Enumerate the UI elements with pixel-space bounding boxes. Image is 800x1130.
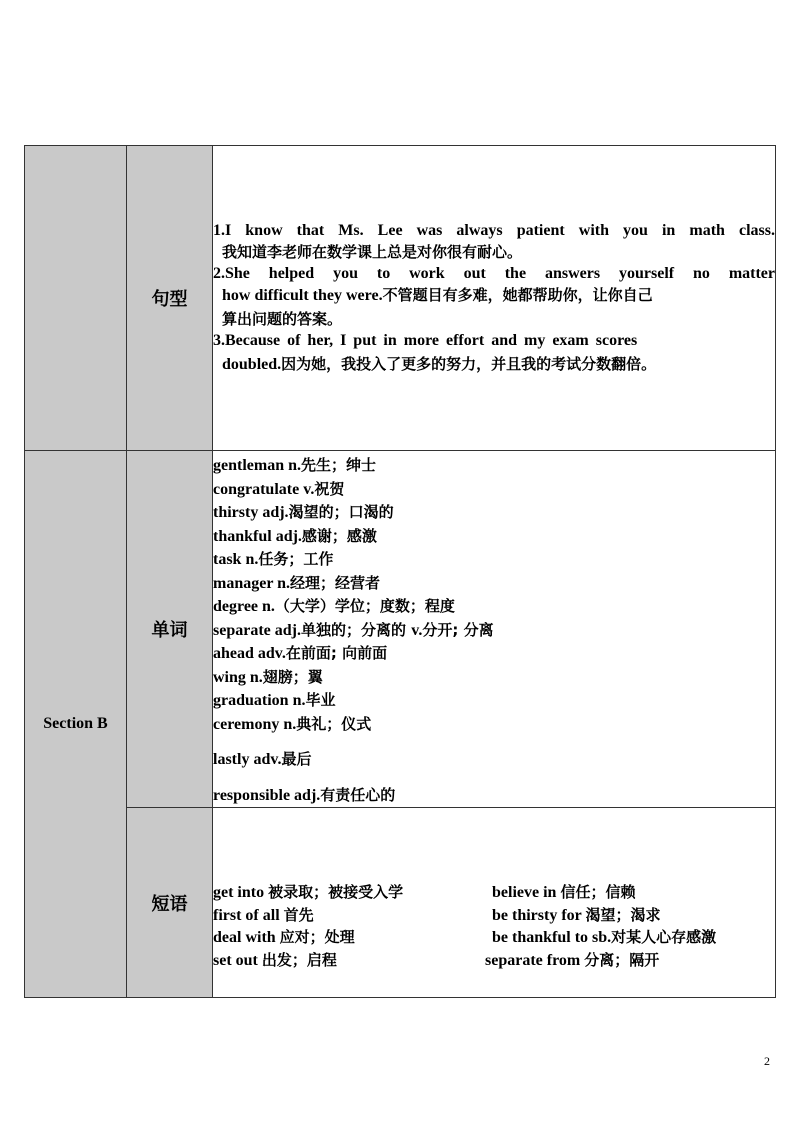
vocab-item: graduation n.毕业 — [213, 691, 336, 709]
phrase-left: get into 被录取；被接受入学 — [213, 883, 404, 901]
vocab-item: degree n.（大学）学位；度数；程度 — [213, 597, 455, 615]
phrase-line — [213, 949, 775, 972]
vocab-item: lastly adv.最后 — [213, 750, 312, 768]
phrase-row — [25, 808, 776, 998]
vocab-item: separate adj.单独的；分离的 v.分开; 分离 — [213, 620, 494, 639]
section-label: Section B — [25, 451, 127, 998]
sentence-1-en: 1.I know that Ms. Lee was always patient with you in math class. — [213, 221, 775, 239]
vocab-spacer — [213, 736, 775, 748]
sentence-1-zh: 我知道李老师在数学课上总是对你很有耐心。 — [222, 242, 523, 261]
vocab-item: wing n.翅膀；翼 — [213, 667, 323, 686]
phrase-line — [213, 881, 775, 904]
vocabulary-content — [213, 451, 776, 808]
sentence-row — [25, 146, 776, 451]
phrase-right: be thirsty for 渴望；渴求 — [492, 905, 661, 924]
vocab-item: ahead adv.在前面; 向前面 — [213, 644, 388, 662]
vocab-item: congratulate v.祝贺 — [213, 479, 345, 498]
content-table — [24, 145, 776, 998]
vocab-item: thirsty adj.渴望的；口渴的 — [213, 503, 394, 521]
sentence-2-line2-en: how difficult they were. — [222, 287, 383, 305]
sentence-2-line2-zh: 不管题目有多难，她都帮助你，让你自己 — [382, 286, 653, 305]
sentence-3-line2-en: doubled. — [222, 355, 282, 373]
sentence-3-line2 — [213, 353, 775, 377]
phrase-right: be thankful to sb.对某人心存感激 — [492, 928, 717, 946]
sentence-3-line1: 3.Because of her, I put in more effort and my exam scores — [213, 332, 638, 350]
vocabulary-row — [25, 451, 776, 808]
phrase-left: set out 出发；启程 — [213, 950, 337, 969]
sentence-3-line2-zh: 因为她，我投入了更多的努力，并且我的考试分数翻倍。 — [281, 354, 657, 373]
vocab-item: task n.任务；工作 — [213, 550, 334, 568]
vocab-item: gentleman n.先生；绅士 — [213, 456, 377, 474]
phrase-label: 短语 — [127, 808, 213, 998]
sentence-label: 句型 — [127, 146, 213, 451]
phrase-right: separate from 分离；隔开 — [485, 950, 660, 969]
section-cell-empty — [25, 146, 127, 451]
phrase-left: first of all 首先 — [213, 905, 314, 924]
vocab-item: responsible adj.有责任心的 — [213, 785, 396, 804]
sentence-content — [213, 146, 776, 451]
sentence-2-line1: 2.She helped you to work out the answers yourself no matter — [213, 265, 775, 283]
phrase-left: deal with 应对；处理 — [213, 928, 355, 946]
sentence-2-line3: 算出问题的答案。 — [222, 309, 343, 328]
phrase-line — [213, 926, 775, 949]
vocab-item: thankful adj.感谢；感激 — [213, 526, 377, 545]
phrase-content — [213, 808, 776, 998]
vocabulary-label: 单词 — [127, 451, 213, 808]
phrase-line — [213, 904, 775, 927]
sentence-2-line2 — [213, 284, 775, 308]
vocab-item: manager n.经理；经营者 — [213, 573, 381, 592]
vocab-item: ceremony n.典礼；仪式 — [213, 714, 372, 733]
vocab-spacer — [213, 772, 775, 784]
page-number: 2 — [764, 1054, 770, 1068]
phrase-right: believe in 信任；信赖 — [492, 883, 636, 901]
